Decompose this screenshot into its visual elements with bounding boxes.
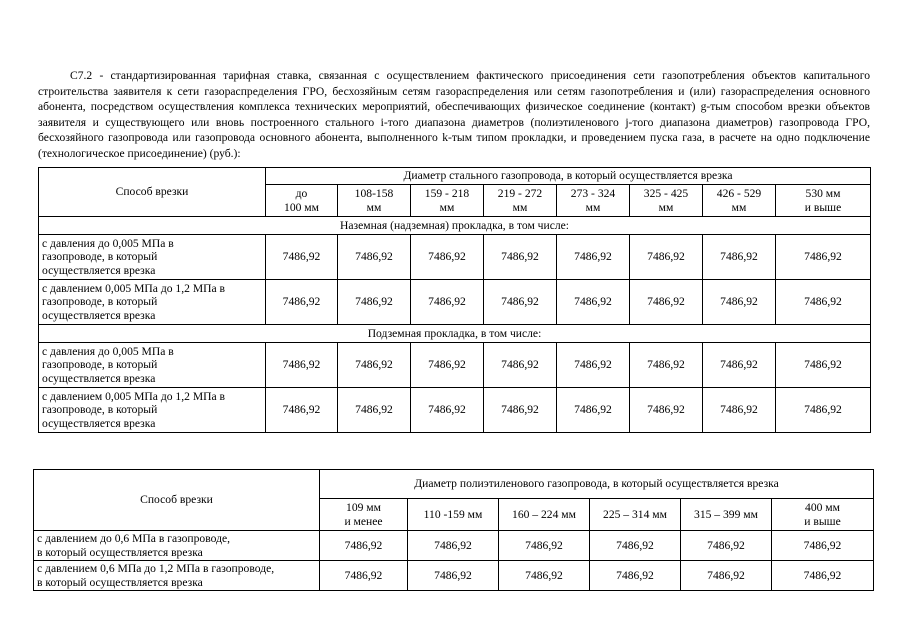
tariff-value: 7486,92	[411, 235, 484, 280]
poly-method-header: Способ врезки	[34, 470, 320, 531]
tariff-value: 7486,92	[630, 280, 703, 325]
row-method-label: с давлением до 0,6 МПа в газопроводе, в который осуществляется врезка	[34, 531, 320, 561]
tariff-value: 7486,92	[499, 531, 590, 561]
tariff-value: 7486,92	[320, 531, 408, 561]
poly-diameter-range: 400 мм и выше	[772, 499, 874, 531]
tariff-value: 7486,92	[484, 280, 557, 325]
tariff-value: 7486,92	[266, 235, 338, 280]
steel-diameter-range: 325 - 425 мм	[630, 185, 703, 217]
tariff-value: 7486,92	[630, 343, 703, 388]
poly-diameter-range: 110 -159 мм	[408, 499, 499, 531]
polyethylene-pipeline-table	[33, 469, 874, 591]
tariff-value: 7486,92	[776, 280, 871, 325]
tariff-value: 7486,92	[590, 531, 681, 561]
tariff-value: 7486,92	[411, 388, 484, 433]
poly-diameter-range: 315 – 399 мм	[681, 499, 772, 531]
row-method-label: с давлением 0,005 МПа до 1,2 МПа в газопроводе, в который осуществляется врезка	[39, 280, 266, 325]
tariff-value: 7486,92	[772, 531, 874, 561]
tariff-value: 7486,92	[630, 235, 703, 280]
tariff-value: 7486,92	[557, 343, 630, 388]
tariff-value: 7486,92	[338, 235, 411, 280]
table-row	[39, 235, 871, 280]
section-title-underground: Подземная прокладка, в том числе:	[39, 325, 871, 343]
tariff-value: 7486,92	[411, 343, 484, 388]
tariff-value: 7486,92	[484, 235, 557, 280]
steel-diameter-range: 426 - 529 мм	[703, 185, 776, 217]
tariff-value: 7486,92	[338, 388, 411, 433]
tariff-value: 7486,92	[557, 235, 630, 280]
tariff-value: 7486,92	[703, 343, 776, 388]
steel-diameter-range: 273 - 324 мм	[557, 185, 630, 217]
tariff-value: 7486,92	[266, 280, 338, 325]
row-method-label: с давления до 0,005 МПа в газопроводе, в который осуществляется врезка	[39, 343, 266, 388]
tariff-value: 7486,92	[703, 235, 776, 280]
tariff-value: 7486,92	[266, 388, 338, 433]
tariff-value: 7486,92	[411, 280, 484, 325]
table-row	[39, 343, 871, 388]
steel-diameter-range: до 100 мм	[266, 185, 338, 217]
tariff-value: 7486,92	[408, 561, 499, 591]
tariff-value: 7486,92	[681, 561, 772, 591]
tariff-value: 7486,92	[776, 343, 871, 388]
steel-diameter-range: 530 мм и выше	[776, 185, 871, 217]
tariff-value: 7486,92	[557, 280, 630, 325]
tariff-value: 7486,92	[703, 388, 776, 433]
tariff-value: 7486,92	[590, 561, 681, 591]
row-method-label: с давлением 0,6 МПа до 1,2 МПа в газопроводе, в который осуществляется врезка	[34, 561, 320, 591]
tariff-value: 7486,92	[338, 280, 411, 325]
row-method-label: с давления до 0,005 МПа в газопроводе, в который осуществляется врезка	[39, 235, 266, 280]
poly-diameter-header: Диаметр полиэтиленового газопровода, в который осуществляется врезка	[320, 470, 874, 499]
poly-diameter-range: 160 – 224 мм	[499, 499, 590, 531]
steel-diameter-range: 108-158 мм	[338, 185, 411, 217]
tariff-value: 7486,92	[338, 343, 411, 388]
section-title-aboveground: Наземная (надземная) прокладка, в том числе:	[39, 217, 871, 235]
tariff-value: 7486,92	[320, 561, 408, 591]
tariff-description: С7.2 - стандартизированная тарифная ставка, связанная с осуществлением фактического присоединения сети газопотребления объектов капитального строительства заявителя к сети газораспределения ГРО, бесхозяйным сетям газораспределения или сетям газопотребления и (или) газораспределения основного абонента, посредством осуществления комплекса технических мероприятий, обеспечивающих физическое соединение (контакт) g-тым способом врезки объектов заявителя и существующего или вновь построенного стального i-того диапазона диаметров (полиэтиленового j-того диапазона диаметров) газопровода ГРО, бесхозяйного газопровода или газопровода основного абонента, выполненного k-тым типом прокладки, и проведением пуска газа, в расчете на одно подключение (технологическое присоединение) (руб.):	[38, 69, 870, 160]
tariff-value: 7486,92	[630, 388, 703, 433]
poly-diameter-range: 109 мм и менее	[320, 499, 408, 531]
tariff-value: 7486,92	[484, 343, 557, 388]
tariff-value: 7486,92	[484, 388, 557, 433]
tariff-value: 7486,92	[776, 388, 871, 433]
tariff-value: 7486,92	[772, 561, 874, 591]
steel-diameter-header: Диаметр стального газопровода, в который осуществляется врезка	[266, 168, 871, 185]
table-row	[39, 388, 871, 433]
steel-diameter-range: 219 - 272 мм	[484, 185, 557, 217]
steel-pipeline-table	[38, 167, 871, 433]
steel-diameter-range: 159 - 218 мм	[411, 185, 484, 217]
table-row	[34, 561, 874, 591]
steel-method-header: Способ врезки	[39, 168, 266, 217]
tariff-value: 7486,92	[408, 531, 499, 561]
row-method-label: с давлением 0,005 МПа до 1,2 МПа в газопроводе, в который осуществляется врезка	[39, 388, 266, 433]
tariff-value: 7486,92	[499, 561, 590, 591]
table-row	[34, 531, 874, 561]
tariff-value: 7486,92	[703, 280, 776, 325]
tariff-value: 7486,92	[776, 235, 871, 280]
table-row	[39, 280, 871, 325]
tariff-value: 7486,92	[266, 343, 338, 388]
tariff-value: 7486,92	[681, 531, 772, 561]
poly-diameter-range: 225 – 314 мм	[590, 499, 681, 531]
tariff-value: 7486,92	[557, 388, 630, 433]
